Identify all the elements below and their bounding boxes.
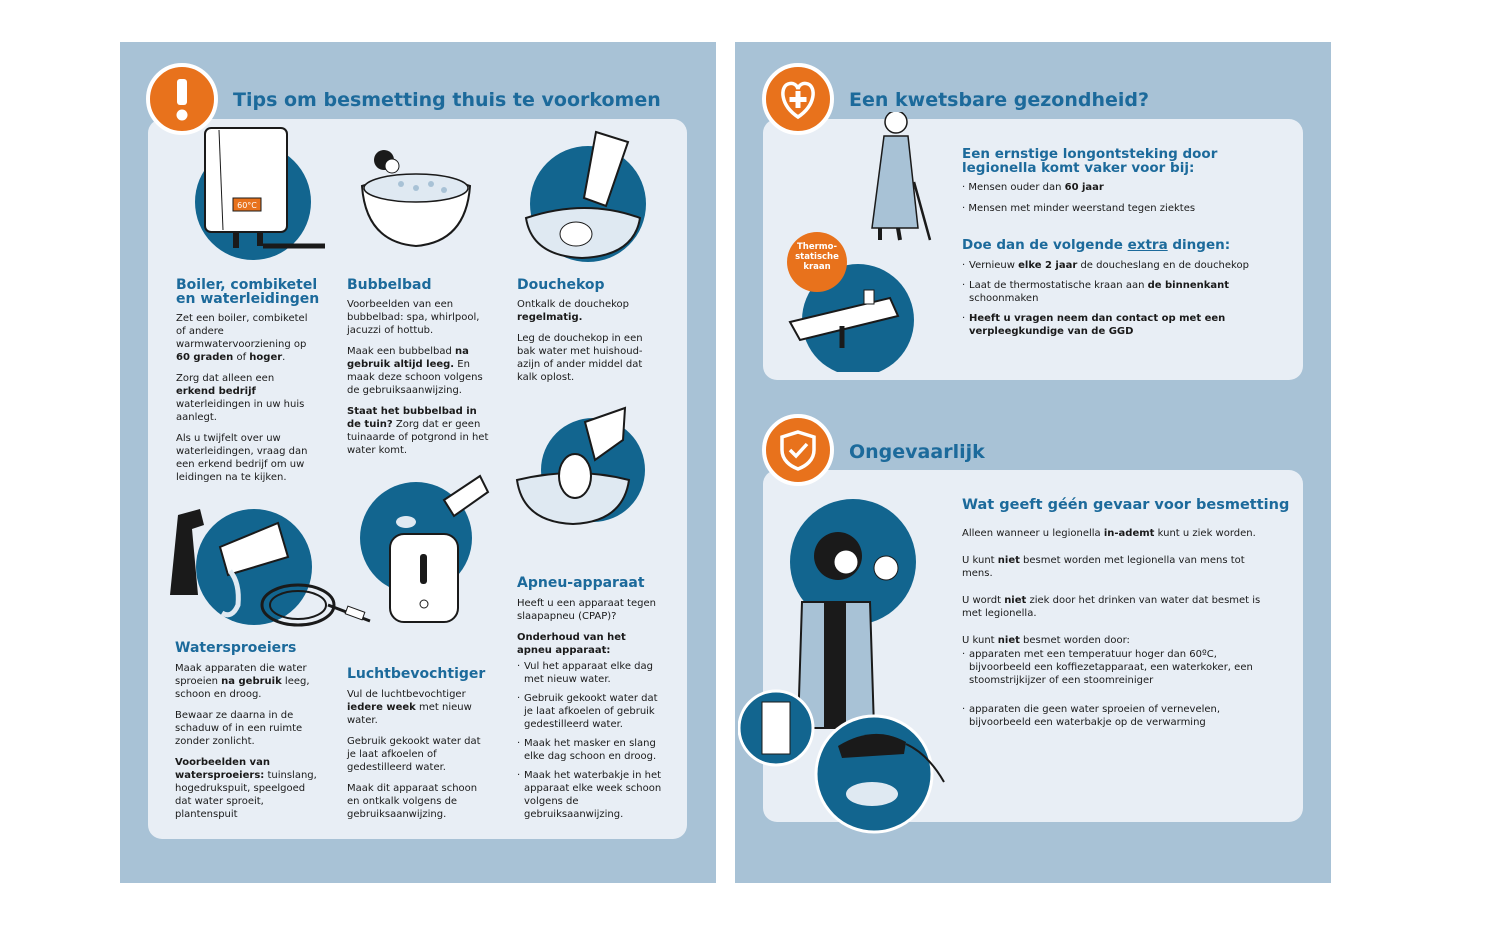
douchekop-title: Douchekop bbox=[517, 277, 605, 293]
ongevaarlijk-subtitle: Wat geeft géén gevaar voor besmetting bbox=[962, 497, 1290, 513]
ongevaarlijk-title: Ongevaarlijk bbox=[849, 441, 985, 463]
list-item: · Mensen met minder weerstand tegen ziektes bbox=[962, 203, 1196, 214]
list-item: · apparaten die geen water sproeien of vernevelen, bijvoorbeeld een waterbakje op de verwarming bbox=[962, 704, 1221, 728]
bubbelbad-illustration bbox=[356, 146, 476, 256]
kwetsbaar-list-2 bbox=[962, 259, 1262, 338]
watersproeiers-title: Watersproeiers bbox=[175, 640, 297, 656]
apneu-illustration bbox=[515, 400, 645, 530]
list-item: · Vul het apparaat elke dag met nieuw water. bbox=[517, 661, 653, 685]
boiler-title: Boiler, combiketel en waterleidingen bbox=[176, 277, 320, 307]
list-item: · Gebruik gekookt water dat je laat afkoelen of gebruik gedestilleerd water. bbox=[517, 693, 658, 730]
bubbelbad-title: Bubbelbad bbox=[347, 277, 432, 293]
boiler-temp-label: 60°C bbox=[237, 201, 257, 210]
list-item: · Mensen ouder dan 60 jaar bbox=[962, 182, 1104, 193]
douchekop-text: Ontkalk de douchekop regelmatig. Leg de douchekop in een bak water met huishoud-azijn of ander middel dat kalk oplost. bbox=[517, 299, 643, 383]
apneu-title: Apneu-apparaat bbox=[517, 575, 645, 591]
kwetsbaar-subtitle-2: Doe dan de volgende extra dingen: bbox=[962, 237, 1231, 253]
ongevaarlijk-text: Alleen wanneer u legionella in-ademt kunt u ziek worden. U kunt niet besmet worden met legionella van mens tot mens. U wordt niet ziek door het drinken van water dat besmet is met legionella. U kunt niet besmet worden door: · apparaten met een temperatuur hoger dan 60ºC, bijvoorbeeld een koffiezetapparaat, een waterkoker, een stoomstrijkijzer of een stoomreiniger · apparaten die geen water sproeien of vernevelen, bijvoorbeeld een waterbakje op de verwarming bbox=[962, 528, 1261, 728]
safe-badge bbox=[762, 414, 834, 486]
apneu-list bbox=[517, 660, 667, 821]
douchekop-illustration bbox=[516, 128, 656, 263]
list-item: · apparaten met een temperatuur hoger dan 60ºC, bijvoorbeeld een koffiezetapparaat, een waterkoker, een stoomstrijkijzer of een stoomreiniger bbox=[962, 649, 1253, 686]
watersproeiers-illustration bbox=[148, 495, 378, 630]
kwetsbaar-list-1 bbox=[962, 181, 1282, 215]
list-item: · Maak het waterbakje in het apparaat elke week schoon volgens de gebruiksaanwijzing. bbox=[517, 770, 662, 820]
luchtbevochtiger-title: Luchtbevochtiger bbox=[347, 666, 486, 682]
kwetsbaar-subtitle-1: Een ernstige longontsteking door legionella komt vaker voor bij: bbox=[962, 146, 1218, 176]
apneu-text: Heeft u een apparaat tegen slaapapneu (CPAP)? Onderhoud van het apneu apparaat: bbox=[517, 598, 656, 656]
boiler-text: Zet een boiler, combiketel of andere warmwatervoorziening op 60 graden of hoger. Zorg dat alleen een erkend bedrijf waterleidingen in uw huis aanlegt. Als u twijfelt over uw waterleidingen, vraag dan een erkend bedrijf om uw leidingen na te kijken. bbox=[176, 313, 308, 483]
list-item: · Vernieuw elke 2 jaar de doucheslang en de douchekop bbox=[962, 260, 1249, 271]
bubbelbad-text: Voorbeelden van een bubbelbad: spa, whirlpool, jacuzzi of hottub. Maak een bubbelbad na gebruik altijd leeg. En maak deze schoon volgens de gebruiksaanwijzing. Staat het bubbelbad in de tuin? Zorg dat er geen tuinaarde of potgrond in het water komt. bbox=[347, 299, 489, 456]
list-item: · Heeft u vragen neem dan contact op met een verpleegkundige van de GGD bbox=[962, 313, 1226, 337]
list-item: · Maak het masker en slang elke dag schoon en droog. bbox=[517, 738, 657, 762]
luchtbevochtiger-text: Vul de luchtbevochtiger iedere week met nieuw water. Gebruik gekookt water dat je laat afkoelen of gedestilleerd water. Maak dit apparaat schoon en ontkalk volgens de gebruiksaanwijzing. bbox=[347, 689, 481, 820]
watersproeiers-text: Maak apparaten die water sproeien na gebruik leeg, schoon en droog. Bewaar ze daarna in de schaduw of in een ruimte zonder zonlicht. Voorbeelden van watersproeiers: tuinslang, hogedrukspuit, speelgoed dat water sproeit, plantenspuit bbox=[175, 663, 317, 820]
thermostatische-kraan-badge: Thermo-statische kraan bbox=[787, 232, 847, 292]
ongevaarlijk-illustration bbox=[738, 498, 950, 838]
kwetsbaar-title: Een kwetsbare gezondheid? bbox=[849, 89, 1150, 111]
list-item: · Laat de thermostatische kraan aan de binnenkant schoonmaken bbox=[962, 280, 1230, 304]
boiler-illustration bbox=[185, 122, 335, 262]
tips-title: Tips om besmetting thuis te voorkomen bbox=[233, 89, 661, 111]
shield-check-icon bbox=[766, 418, 830, 482]
luchtbevochtiger-illustration bbox=[358, 470, 498, 625]
